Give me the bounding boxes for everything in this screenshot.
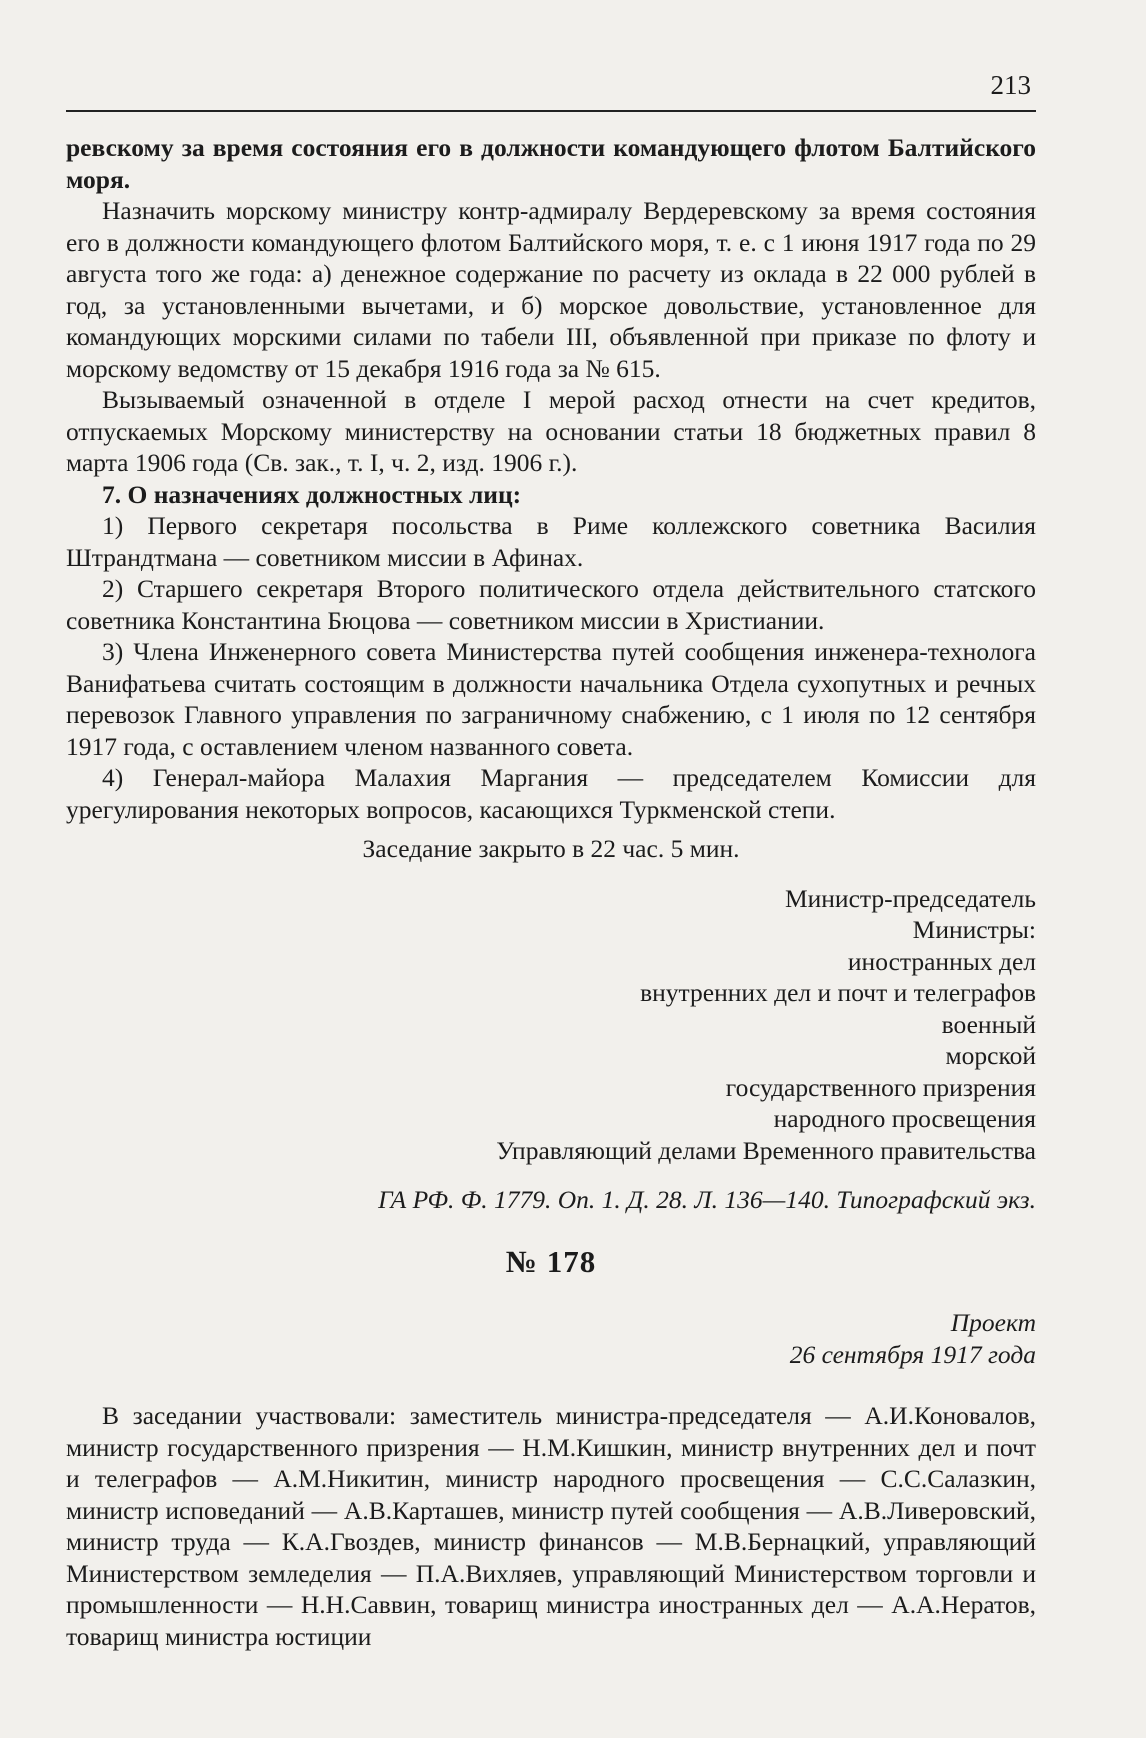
document-number: № 178 <box>505 1243 597 1279</box>
appointment-item-3: 3) Члена Инженерного совета Министерства путей сообщения инженера-технолога Ванифатьева считать состоящим в должности начальника Отдела сухопутных и речных перевозок Главного управления по заграничному снабжению, с 1 июля по 12 сентября 1917 года, с оставлением членом названного совета. <box>66 637 1036 761</box>
signature-line: внутренних дел и почт и телеграфов <box>640 978 1036 1007</box>
signature-line: морской <box>945 1041 1036 1070</box>
appointment-item-4: 4) Генерал-майора Малахия Маргания — председателем Комиссии для урегулирования некоторых вопросов, касающихся Туркменской степи. <box>66 763 1036 824</box>
signature-line: военный <box>941 1009 1036 1039</box>
document-date: 26 сентября 1917 года <box>789 1339 1036 1369</box>
paragraph-salary: Назначить морскому министру контр-адмиралу Вердеревскому за время состояния его в должности командующего флотом Балтийского моря, т. е. с 1 июня 1917 года по 29 августа того же года: а) денежное содержание по расчету из оклада в 22 000 рублей в год, за установленными вычетами, и б) морское довольствие, установленное для командующих морскими силами по табели III, объявленной при приказе по флоту и морскому ведомству от 15 декабря 1916 года за № 615. <box>66 196 1036 383</box>
section-heading-appointments: 7. О назначениях должностных лиц: <box>102 479 522 509</box>
signature-line: Министр-председатель <box>784 883 1036 913</box>
signature-line: народного просвещения <box>773 1104 1036 1133</box>
appointment-item-1: 1) Первого секретаря посольства в Риме коллежского советника Василия Штрандтмана — советником миссии в Афинах. <box>66 511 1036 572</box>
archive-source: ГА РФ. Ф. 1779. Оп. 1. Д. 28. Л. 136—140. Типографский экз. <box>378 1185 1036 1214</box>
signature-line: иностранных дел <box>847 946 1036 976</box>
participants-paragraph: В заседании участвовали: заместитель министра-председателя — А.И.Коновалов, министр государственного призрения — Н.М.Кишкин, министр внутренних дел и почт и телеграфов — А.М.Никитин, министр народного просвещения — С.С.Салазкин, министр исповеданий — А.В.Карташев, министр путей сообщения — А.В.Ливеровский, министр труда — К.А.Гвоздев, министр финансов — М.В.Бернацкий, управляющий Министерством земледелия — П.А.Вихляев, управляющий Министерством торговли и промышленности — Н.Н.Саввин, товарищ министра иностранных дел — А.А.Нератов, товарищ министра юстиции <box>66 1401 1036 1651</box>
paragraph-expense: Вызываемый означенной в отделе I мерой расход отнести на счет кредитов, отпускаемых Морскому министерству на основании статьи 18 бюджетных правил 8 марта 1906 года (Св. зак., т. I, ч. 2, изд. 1906 г.). <box>66 385 1036 477</box>
signature-block <box>66 883 1036 1167</box>
header-rule <box>66 110 1036 112</box>
signature-line: Управляющий делами Временного правительства <box>496 1135 1036 1165</box>
page-content <box>66 132 1036 1652</box>
draft-label: Проект <box>950 1308 1036 1337</box>
signature-line: Министры: <box>912 915 1036 944</box>
appointment-item-2: 2) Старшего секретаря Второго политического отдела действительного статского советника Константина Бюцова — советником миссии в Христиании. <box>66 574 1036 635</box>
session-closed: Заседание закрыто в 22 час. 5 мин. <box>362 834 740 863</box>
paragraph-continuation: ревскому за время состояния его в должности командующего флотом Балтийского моря. <box>66 133 1036 194</box>
signature-line: государственного призрения <box>725 1072 1036 1102</box>
page-number: 213 <box>990 70 1031 100</box>
